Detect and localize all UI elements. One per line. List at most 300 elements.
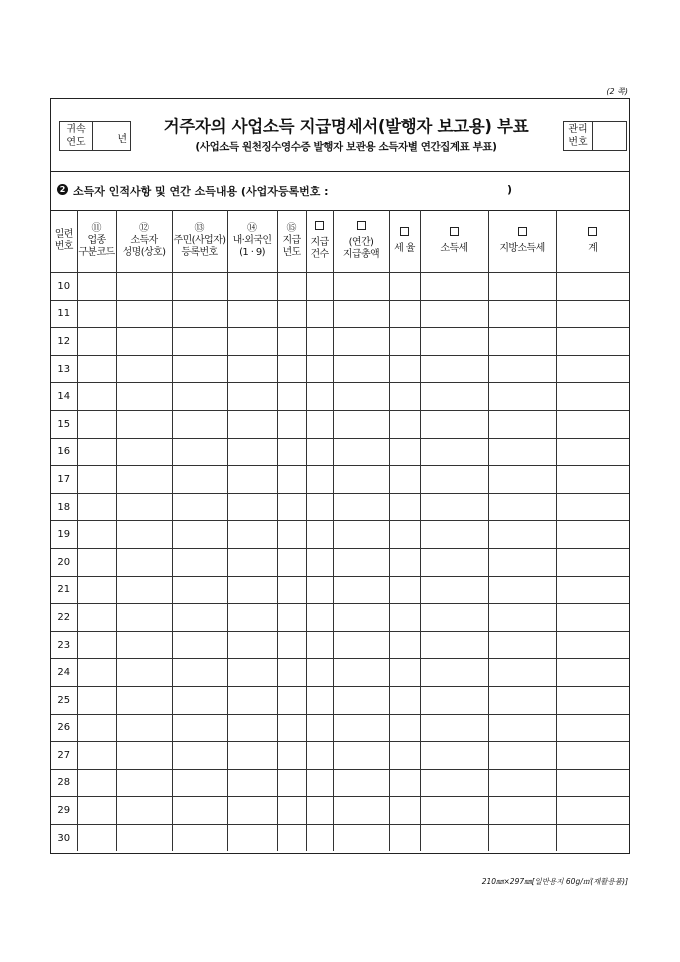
- table-cell[interactable]: [172, 273, 227, 301]
- table-header-row: [51, 210, 629, 273]
- table-cell[interactable]: [172, 521, 227, 549]
- table-cell[interactable]: [227, 328, 277, 356]
- table-cell[interactable]: [277, 714, 306, 742]
- table-cell[interactable]: [277, 410, 306, 438]
- table-cell[interactable]: [333, 548, 389, 576]
- table-cell[interactable]: [389, 438, 420, 466]
- table-cell[interactable]: [488, 604, 556, 632]
- table-cell[interactable]: [172, 355, 227, 383]
- table-cell[interactable]: [389, 604, 420, 632]
- table-cell[interactable]: [556, 521, 629, 549]
- table-cell[interactable]: [116, 742, 172, 770]
- column-label-line1: 내·외국인: [232, 235, 272, 246]
- table-row: [51, 714, 629, 742]
- table-cell[interactable]: [172, 576, 227, 604]
- table-cell[interactable]: [389, 300, 420, 328]
- table-cell[interactable]: [556, 410, 629, 438]
- table-cell[interactable]: [488, 824, 556, 851]
- table-cell[interactable]: [420, 659, 488, 687]
- page-number: (2 쪽): [606, 87, 628, 96]
- table-cell[interactable]: [420, 686, 488, 714]
- table-cell[interactable]: [306, 521, 333, 549]
- table-row: [51, 548, 629, 576]
- table-cell[interactable]: [306, 797, 333, 825]
- table-cell[interactable]: [172, 742, 227, 770]
- attribution-year-label-line2: 연도: [66, 137, 86, 148]
- table-cell[interactable]: [277, 273, 306, 301]
- table-cell[interactable]: [333, 714, 389, 742]
- table-cell[interactable]: [172, 328, 227, 356]
- table-cell[interactable]: [116, 521, 172, 549]
- paper-spec-footer: 210㎜×297㎜[일반용지 60g/㎡(재활용품)]: [481, 877, 628, 886]
- table-cell[interactable]: [420, 631, 488, 659]
- row-serial-number: 22: [51, 604, 77, 632]
- table-cell[interactable]: [488, 521, 556, 549]
- table-cell[interactable]: [556, 686, 629, 714]
- table-cell[interactable]: [420, 824, 488, 851]
- row-serial-number: 17: [51, 466, 77, 494]
- column-label-line1: 주민(사업자): [173, 235, 226, 246]
- table-cell[interactable]: [488, 438, 556, 466]
- table-cell[interactable]: [172, 631, 227, 659]
- table-cell[interactable]: [333, 493, 389, 521]
- table-cell[interactable]: [306, 576, 333, 604]
- table-cell[interactable]: [488, 493, 556, 521]
- table-cell[interactable]: [77, 383, 116, 411]
- column-label-line1: 세 율: [394, 243, 415, 254]
- table-cell[interactable]: [77, 438, 116, 466]
- table-cell[interactable]: [556, 714, 629, 742]
- column-label-line1: 소득자: [130, 235, 158, 246]
- table-cell[interactable]: [306, 548, 333, 576]
- table-cell[interactable]: [172, 769, 227, 797]
- table-row: [51, 604, 629, 632]
- table-cell[interactable]: [306, 742, 333, 770]
- form-subtitle: (사업소득 원천징수영수증 발행자 보관용 소득자별 연간집계표 부표): [195, 141, 497, 153]
- attribution-year-box: [59, 121, 131, 151]
- year-box-divider: [92, 122, 93, 150]
- column-label-line1: (연간): [348, 237, 374, 248]
- table-cell[interactable]: [227, 438, 277, 466]
- table-cell[interactable]: [116, 273, 172, 301]
- table-cell[interactable]: [277, 493, 306, 521]
- column-label-line2: 년도: [282, 247, 301, 258]
- table-cell[interactable]: [172, 824, 227, 851]
- table-row: [51, 797, 629, 825]
- table-cell[interactable]: [116, 686, 172, 714]
- table-cell[interactable]: [389, 548, 420, 576]
- table-cell[interactable]: [227, 300, 277, 328]
- table-row: [51, 493, 629, 521]
- table-cell[interactable]: [277, 659, 306, 687]
- table-cell[interactable]: [556, 466, 629, 494]
- row-serial-number: 18: [51, 493, 77, 521]
- table-cell[interactable]: [420, 328, 488, 356]
- table-cell[interactable]: [277, 604, 306, 632]
- management-box-divider: [592, 122, 593, 150]
- table-cell[interactable]: [389, 328, 420, 356]
- table-cell[interactable]: [306, 769, 333, 797]
- table-cell[interactable]: [333, 466, 389, 494]
- checkbox-marker-icon: [400, 227, 409, 236]
- table-cell[interactable]: [389, 631, 420, 659]
- table-row: [51, 273, 629, 301]
- row-serial-number: 13: [51, 355, 77, 383]
- table-cell[interactable]: [420, 714, 488, 742]
- table-cell[interactable]: [420, 797, 488, 825]
- table-cell[interactable]: [389, 576, 420, 604]
- table-cell[interactable]: [420, 355, 488, 383]
- table-cell[interactable]: [488, 328, 556, 356]
- table-cell[interactable]: [420, 521, 488, 549]
- table-cell[interactable]: [277, 383, 306, 411]
- table-cell[interactable]: [333, 410, 389, 438]
- table-cell[interactable]: [77, 466, 116, 494]
- column-header-4: [227, 210, 277, 273]
- column-label-line1: 계: [588, 243, 598, 254]
- table-cell[interactable]: [116, 631, 172, 659]
- row-serial-number: 14: [51, 383, 77, 411]
- table-cell[interactable]: [172, 466, 227, 494]
- row-serial-number: 21: [51, 576, 77, 604]
- table-cell[interactable]: [116, 438, 172, 466]
- row-serial-number: 30: [51, 824, 77, 851]
- table-cell[interactable]: [172, 604, 227, 632]
- table-cell[interactable]: [556, 769, 629, 797]
- table-cell[interactable]: [306, 604, 333, 632]
- table-cell[interactable]: [277, 548, 306, 576]
- table-cell[interactable]: [77, 797, 116, 825]
- table-cell[interactable]: [227, 576, 277, 604]
- table-cell[interactable]: [306, 383, 333, 411]
- table-cell[interactable]: [77, 355, 116, 383]
- table-cell[interactable]: [172, 493, 227, 521]
- table-cell[interactable]: [556, 742, 629, 770]
- column-label-line2: 번호: [54, 241, 73, 252]
- table-cell[interactable]: [306, 273, 333, 301]
- table-cell[interactable]: [277, 742, 306, 770]
- table-cell[interactable]: [77, 631, 116, 659]
- table-cell[interactable]: [227, 466, 277, 494]
- table-cell[interactable]: [77, 410, 116, 438]
- table-cell[interactable]: [116, 383, 172, 411]
- table-cell[interactable]: [420, 548, 488, 576]
- table-cell[interactable]: [77, 659, 116, 687]
- column-header-9: [420, 210, 488, 273]
- table-cell[interactable]: [77, 521, 116, 549]
- table-cell[interactable]: [389, 383, 420, 411]
- table-cell[interactable]: [277, 769, 306, 797]
- table-row: [51, 686, 629, 714]
- table-cell[interactable]: [333, 521, 389, 549]
- table-cell[interactable]: [172, 714, 227, 742]
- table-cell[interactable]: [556, 328, 629, 356]
- table-cell[interactable]: [172, 300, 227, 328]
- table-cell[interactable]: [488, 383, 556, 411]
- table-cell[interactable]: [556, 300, 629, 328]
- table-cell[interactable]: [488, 769, 556, 797]
- table-cell[interactable]: [420, 300, 488, 328]
- table-cell[interactable]: [333, 824, 389, 851]
- table-cell[interactable]: [488, 797, 556, 825]
- table-cell[interactable]: [556, 438, 629, 466]
- management-number-box: [563, 121, 627, 151]
- table-cell[interactable]: [277, 797, 306, 825]
- management-number-label-line1: 관리: [568, 124, 588, 135]
- table-cell[interactable]: [227, 355, 277, 383]
- table-cell[interactable]: [227, 714, 277, 742]
- table-cell[interactable]: [77, 742, 116, 770]
- table-cell[interactable]: [172, 797, 227, 825]
- table-cell[interactable]: [277, 824, 306, 851]
- table-cell[interactable]: [277, 328, 306, 356]
- table-cell[interactable]: [116, 300, 172, 328]
- table-cell[interactable]: [556, 383, 629, 411]
- table-cell[interactable]: [116, 410, 172, 438]
- table-cell[interactable]: [306, 686, 333, 714]
- table-cell[interactable]: [556, 659, 629, 687]
- table-cell[interactable]: [227, 383, 277, 411]
- table-cell[interactable]: [420, 466, 488, 494]
- table-cell[interactable]: [116, 355, 172, 383]
- table-cell[interactable]: [172, 410, 227, 438]
- row-serial-number: 20: [51, 548, 77, 576]
- table-cell[interactable]: [306, 493, 333, 521]
- table-cell[interactable]: [333, 659, 389, 687]
- column-marker: ⑭: [247, 223, 257, 234]
- table-cell[interactable]: [333, 355, 389, 383]
- table-cell[interactable]: [172, 438, 227, 466]
- table-cell[interactable]: [227, 410, 277, 438]
- table-cell[interactable]: [556, 604, 629, 632]
- table-cell[interactable]: [556, 797, 629, 825]
- table-cell[interactable]: [77, 328, 116, 356]
- section-title: 소득자 인적사항 및 연간 소득내용 (사업자등록번호 :: [73, 185, 329, 198]
- table-cell[interactable]: [77, 604, 116, 632]
- table-row: [51, 300, 629, 328]
- table-cell[interactable]: [277, 631, 306, 659]
- table-cell[interactable]: [77, 576, 116, 604]
- table-cell[interactable]: [77, 493, 116, 521]
- table-cell[interactable]: [227, 824, 277, 851]
- table-cell[interactable]: [116, 466, 172, 494]
- table-cell[interactable]: [420, 576, 488, 604]
- table-cell[interactable]: [306, 631, 333, 659]
- table-cell[interactable]: [556, 493, 629, 521]
- table-cell[interactable]: [333, 742, 389, 770]
- table-cell[interactable]: [488, 742, 556, 770]
- table-cell[interactable]: [227, 742, 277, 770]
- row-serial-number: 15: [51, 410, 77, 438]
- table-cell[interactable]: [77, 300, 116, 328]
- table-cell[interactable]: [389, 824, 420, 851]
- column-marker: ⑫: [139, 223, 149, 234]
- table-cell[interactable]: [389, 686, 420, 714]
- table-cell[interactable]: [172, 548, 227, 576]
- table-cell[interactable]: [77, 273, 116, 301]
- table-cell[interactable]: [116, 576, 172, 604]
- table-cell[interactable]: [488, 631, 556, 659]
- management-number-label-line2: 번호: [568, 137, 588, 148]
- table-cell[interactable]: [77, 686, 116, 714]
- table-cell[interactable]: [333, 769, 389, 797]
- income-table: [51, 210, 629, 851]
- table-cell[interactable]: [227, 604, 277, 632]
- table-cell[interactable]: [306, 824, 333, 851]
- table-cell[interactable]: [420, 493, 488, 521]
- table-cell[interactable]: [306, 714, 333, 742]
- table-cell[interactable]: [306, 410, 333, 438]
- table-cell[interactable]: [306, 300, 333, 328]
- table-cell[interactable]: [420, 410, 488, 438]
- table-cell[interactable]: [227, 631, 277, 659]
- table-cell[interactable]: [172, 686, 227, 714]
- table-cell[interactable]: [389, 769, 420, 797]
- table-row: [51, 742, 629, 770]
- column-label-line2: (1 · 9): [239, 247, 265, 258]
- table-cell[interactable]: [333, 328, 389, 356]
- table-cell[interactable]: [556, 273, 629, 301]
- table-cell[interactable]: [420, 604, 488, 632]
- column-header-11: [556, 210, 629, 273]
- checkbox-marker-icon: [357, 221, 366, 230]
- table-cell[interactable]: [333, 383, 389, 411]
- form-header: [51, 99, 629, 172]
- table-cell[interactable]: [277, 521, 306, 549]
- table-cell[interactable]: [277, 300, 306, 328]
- table-cell[interactable]: [333, 438, 389, 466]
- table-cell[interactable]: [389, 355, 420, 383]
- section-number-icon: 2: [57, 184, 68, 195]
- column-label-line2: 등록번호: [181, 247, 218, 258]
- table-cell[interactable]: [277, 438, 306, 466]
- table-cell[interactable]: [389, 659, 420, 687]
- table-cell[interactable]: [420, 383, 488, 411]
- column-header-2: [116, 210, 172, 273]
- table-cell[interactable]: [488, 659, 556, 687]
- table-cell[interactable]: [227, 797, 277, 825]
- table-cell[interactable]: [389, 466, 420, 494]
- form-title: 거주자의 사업소득 지급명세서(발행자 보고용) 부표: [163, 117, 529, 136]
- table-cell[interactable]: [488, 548, 556, 576]
- table-cell[interactable]: [556, 548, 629, 576]
- form-sheet: [50, 98, 630, 854]
- table-cell[interactable]: [389, 714, 420, 742]
- table-cell[interactable]: [556, 355, 629, 383]
- table-cell[interactable]: [389, 273, 420, 301]
- table-cell[interactable]: [116, 824, 172, 851]
- table-cell[interactable]: [116, 548, 172, 576]
- table-cell[interactable]: [227, 659, 277, 687]
- table-cell[interactable]: [227, 769, 277, 797]
- column-marker: ⑮: [286, 223, 297, 234]
- table-cell[interactable]: [116, 604, 172, 632]
- table-cell[interactable]: [333, 604, 389, 632]
- table-cell[interactable]: [420, 273, 488, 301]
- table-row: [51, 659, 629, 687]
- table-cell[interactable]: [172, 383, 227, 411]
- table-cell[interactable]: [488, 273, 556, 301]
- column-label-line1: 업종: [87, 235, 106, 246]
- column-header-3: [172, 210, 227, 273]
- table-cell[interactable]: [389, 521, 420, 549]
- table-cell[interactable]: [389, 493, 420, 521]
- section-title-close: ): [507, 183, 513, 196]
- table-row: [51, 410, 629, 438]
- table-cell[interactable]: [172, 659, 227, 687]
- table-cell[interactable]: [389, 797, 420, 825]
- table-row: [51, 824, 629, 851]
- attribution-year-field[interactable]: 년: [117, 134, 127, 145]
- table-cell[interactable]: [227, 686, 277, 714]
- row-serial-number: 28: [51, 769, 77, 797]
- table-cell[interactable]: [77, 714, 116, 742]
- table-cell[interactable]: [227, 273, 277, 301]
- table-cell[interactable]: [306, 466, 333, 494]
- table-cell[interactable]: [488, 355, 556, 383]
- row-serial-number: 19: [51, 521, 77, 549]
- row-serial-number: 24: [51, 659, 77, 687]
- table-cell[interactable]: [420, 438, 488, 466]
- table-cell[interactable]: [227, 493, 277, 521]
- table-cell[interactable]: [333, 797, 389, 825]
- table-cell[interactable]: [488, 300, 556, 328]
- table-cell[interactable]: [420, 769, 488, 797]
- checkbox-marker-icon: [450, 227, 459, 236]
- table-cell[interactable]: [77, 548, 116, 576]
- table-cell[interactable]: [116, 659, 172, 687]
- table-cell[interactable]: [116, 797, 172, 825]
- table-cell[interactable]: [227, 521, 277, 549]
- table-cell[interactable]: [77, 769, 116, 797]
- table-cell[interactable]: [556, 631, 629, 659]
- table-row: [51, 328, 629, 356]
- table-cell[interactable]: [488, 466, 556, 494]
- table-cell[interactable]: [306, 328, 333, 356]
- table-cell[interactable]: [556, 824, 629, 851]
- table-cell[interactable]: [277, 686, 306, 714]
- table-cell[interactable]: [227, 548, 277, 576]
- table-cell[interactable]: [277, 355, 306, 383]
- table-cell[interactable]: [116, 769, 172, 797]
- column-label-line2: 구분코드: [78, 247, 115, 258]
- table-cell[interactable]: [77, 824, 116, 851]
- table-cell[interactable]: [333, 300, 389, 328]
- table-cell[interactable]: [420, 742, 488, 770]
- table-cell[interactable]: [488, 686, 556, 714]
- table-cell[interactable]: [389, 742, 420, 770]
- table-cell[interactable]: [333, 576, 389, 604]
- table-cell[interactable]: [333, 273, 389, 301]
- table-cell[interactable]: [556, 576, 629, 604]
- table-cell[interactable]: [116, 714, 172, 742]
- table-body: [51, 273, 629, 852]
- table-cell[interactable]: [116, 328, 172, 356]
- table-cell[interactable]: [277, 576, 306, 604]
- table-cell[interactable]: [488, 714, 556, 742]
- table-cell[interactable]: [333, 686, 389, 714]
- column-header-1: [77, 210, 116, 273]
- table-cell[interactable]: [333, 631, 389, 659]
- table-cell[interactable]: [488, 576, 556, 604]
- table-cell[interactable]: [306, 659, 333, 687]
- table-cell[interactable]: [306, 438, 333, 466]
- table-cell[interactable]: [306, 355, 333, 383]
- table-cell[interactable]: [488, 410, 556, 438]
- table-cell[interactable]: [116, 493, 172, 521]
- table-cell[interactable]: [389, 410, 420, 438]
- table-cell[interactable]: [277, 466, 306, 494]
